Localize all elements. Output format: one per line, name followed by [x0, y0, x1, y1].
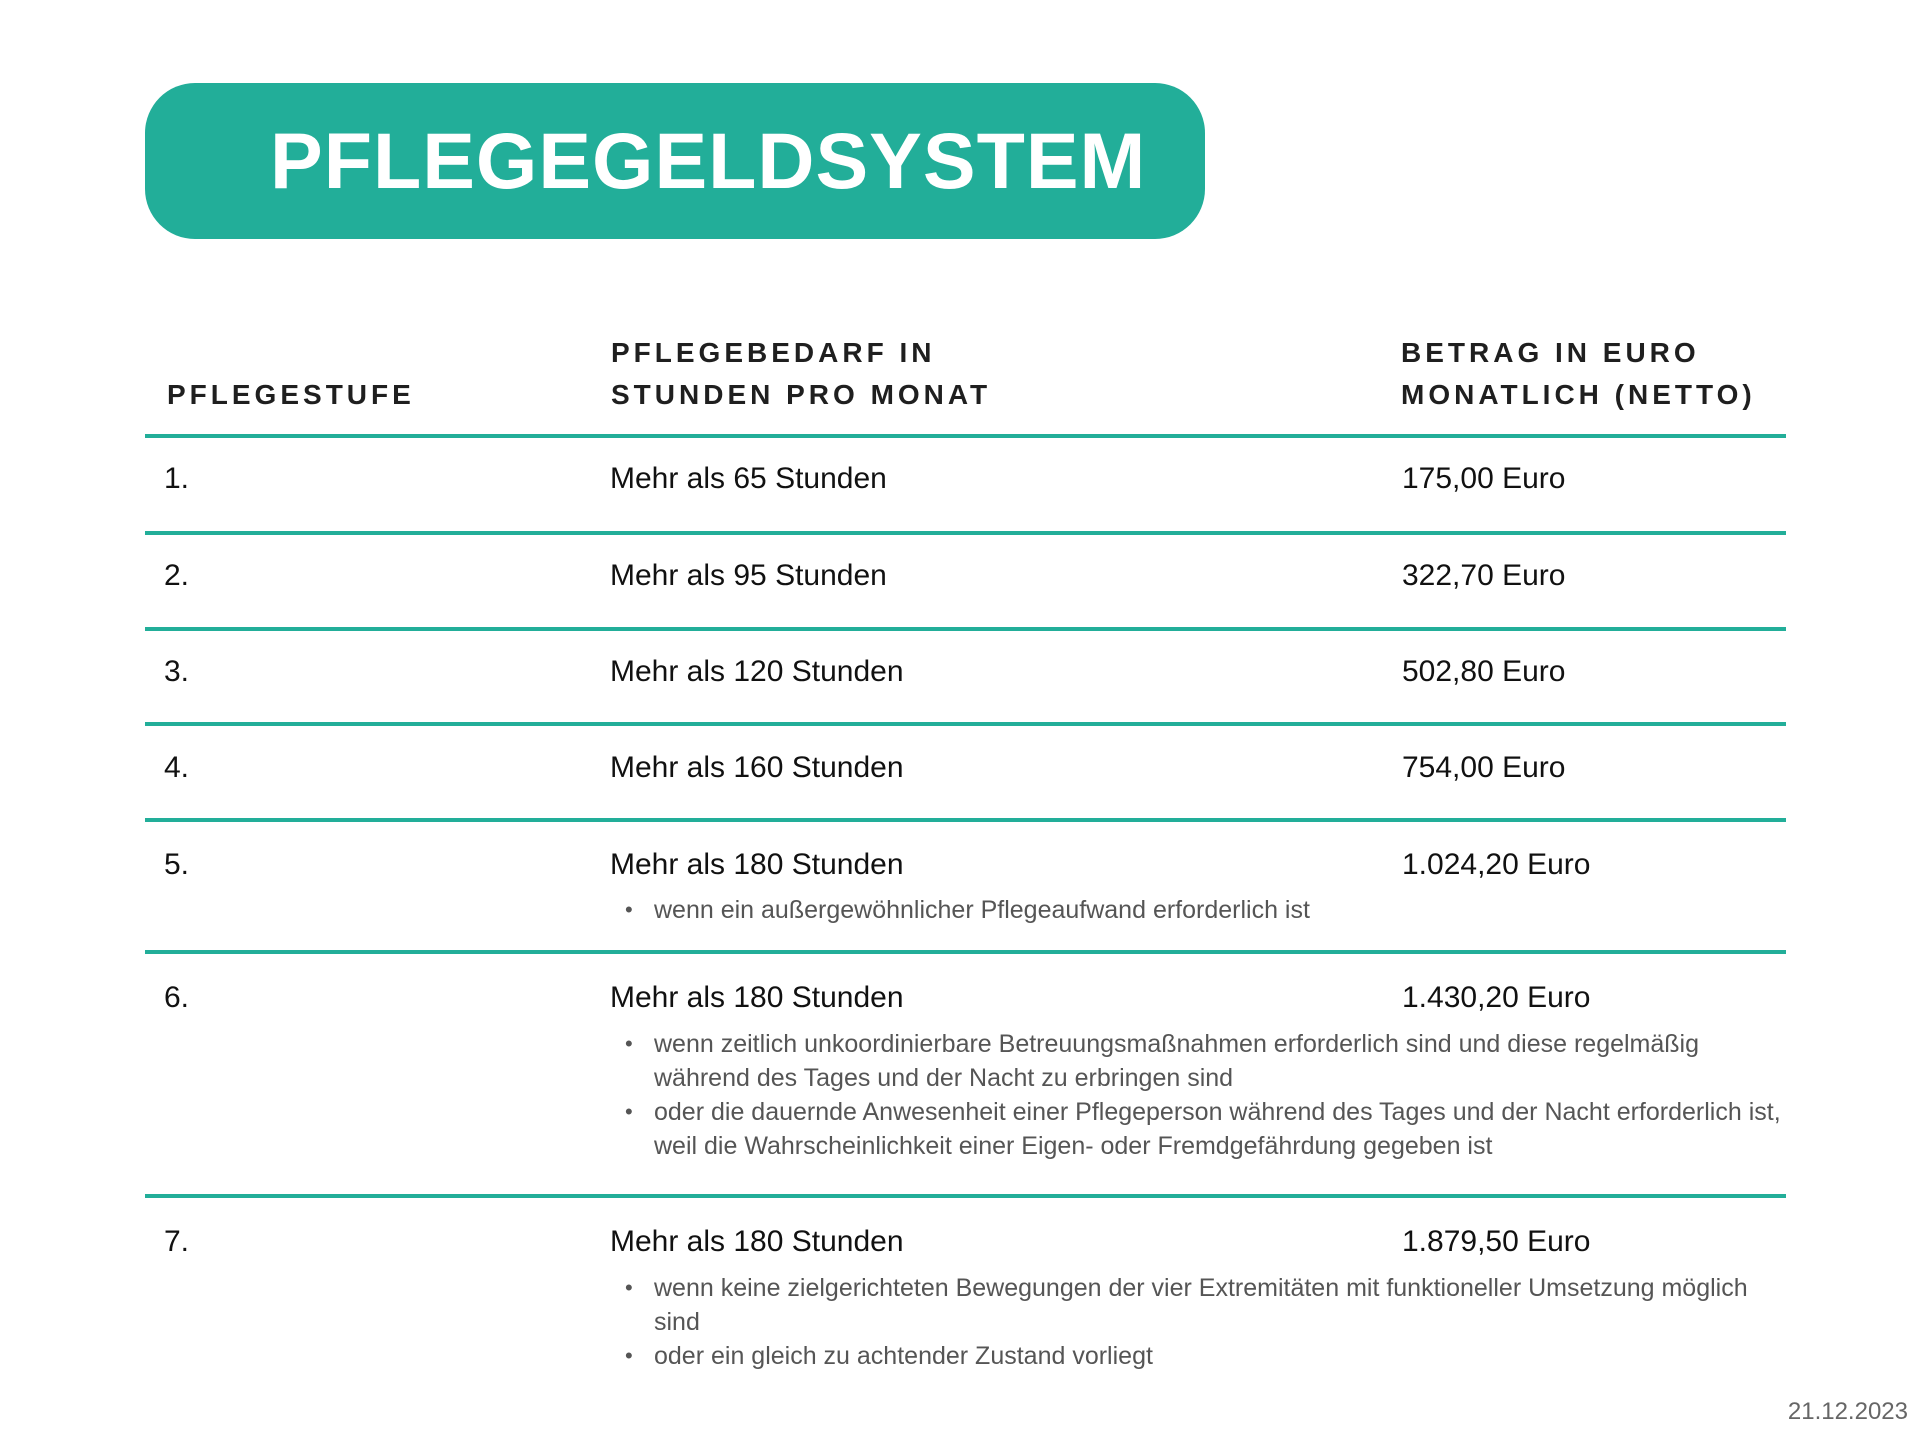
bedarf-cell: Mehr als 180 Stunden — [610, 1225, 904, 1258]
betrag-cell: 175,00 Euro — [1402, 462, 1566, 495]
list-item: • oder die dauernde Anwesenheit einer Pflegeperson während des Tages und der Nacht erforderlich ist, weil die Wahrscheinlichkeit einer Eigen- oder Fremdgefährdung gegeben ist — [654, 1095, 1784, 1163]
list-item: • wenn keine zielgerichteten Bewegungen der vier Extremitäten mit funktioneller Umsetzung möglich sind — [654, 1271, 1784, 1339]
notes-list — [611, 1027, 1784, 1163]
header-betrag: BETRAG IN EURO MONATLICH (NETTO) — [1401, 337, 1756, 410]
bedarf-cell: Mehr als 120 Stunden — [610, 655, 904, 688]
title-banner — [145, 83, 1205, 239]
divider — [145, 627, 1786, 631]
table-header — [145, 320, 1786, 436]
betrag-cell: 1.024,20 Euro — [1402, 848, 1591, 881]
date-label: 21.12.2023 — [1787, 1398, 1908, 1425]
betrag-cell: 754,00 Euro — [1402, 751, 1566, 784]
bedarf-cell: Mehr als 160 Stunden — [610, 751, 904, 784]
betrag-cell: 1.879,50 Euro — [1402, 1225, 1591, 1258]
divider — [145, 1194, 1786, 1198]
bedarf-cell: Mehr als 95 Stunden — [610, 559, 887, 592]
stufe-cell: 7. — [164, 1225, 190, 1258]
stufe-cell: 4. — [164, 751, 190, 784]
notes-list — [611, 1271, 1784, 1373]
notes-list — [611, 893, 1784, 927]
betrag-cell: 322,70 Euro — [1402, 559, 1566, 592]
stufe-cell: 5. — [164, 848, 190, 881]
header-pflegestufe: PFLEGESTUFE — [167, 379, 415, 410]
bedarf-cell: Mehr als 180 Stunden — [610, 981, 904, 1014]
list-item: • wenn zeitlich unkoordinierbare Betreuungsmaßnahmen erforderlich sind und diese regelmäßig während des Tages und der Nacht zu erbringen sind — [654, 1027, 1784, 1095]
stufe-cell: 3. — [164, 655, 190, 688]
list-item: • oder ein gleich zu achtender Zustand vorliegt — [654, 1339, 1784, 1373]
stufe-cell: 6. — [164, 981, 190, 1014]
divider — [145, 818, 1786, 822]
page-title: PFLEGEGELDSYSTEM — [270, 116, 1147, 205]
betrag-cell: 502,80 Euro — [1402, 655, 1566, 688]
divider — [145, 531, 1786, 535]
stufe-cell: 2. — [164, 559, 190, 592]
list-item: • wenn ein außergewöhnlicher Pflegeaufwand erforderlich ist — [654, 893, 1784, 927]
bedarf-cell: Mehr als 65 Stunden — [610, 462, 887, 495]
divider — [145, 722, 1786, 726]
stufe-cell: 1. — [164, 462, 190, 495]
betrag-cell: 1.430,20 Euro — [1402, 981, 1591, 1014]
divider — [145, 950, 1786, 954]
bedarf-cell: Mehr als 180 Stunden — [610, 848, 904, 881]
header-pflegebedarf: PFLEGEBEDARF IN STUNDEN PRO MONAT — [611, 337, 992, 410]
divider — [145, 434, 1786, 438]
